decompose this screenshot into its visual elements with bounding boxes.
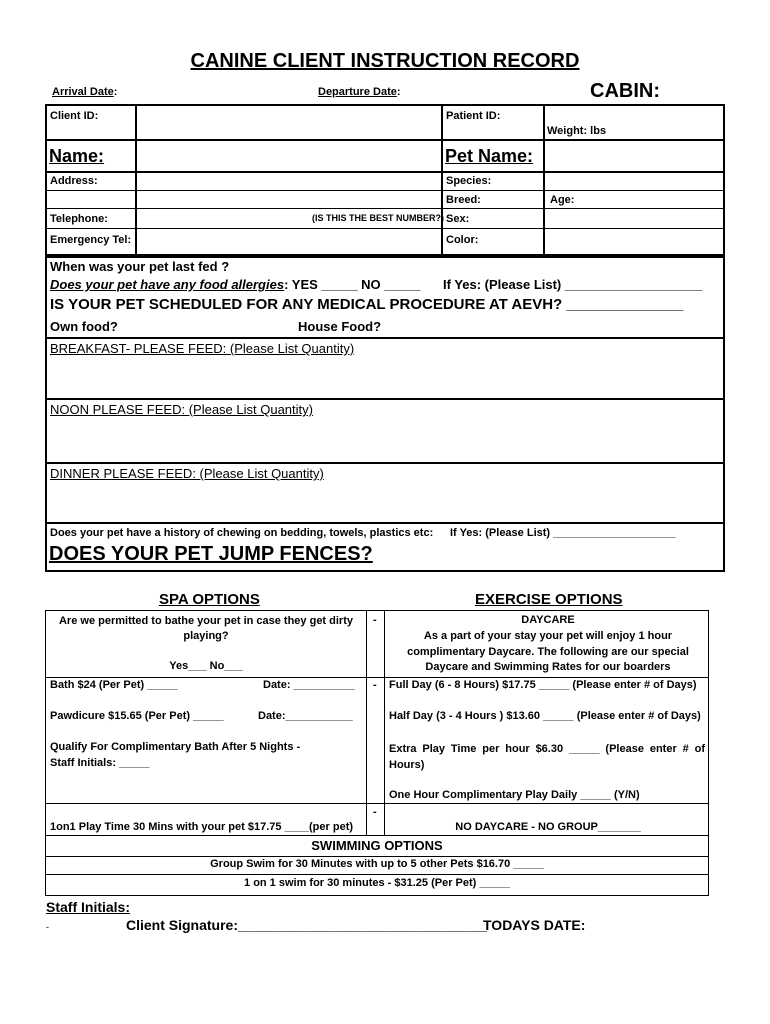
staff-initials-label: Staff Initials: [46, 899, 131, 915]
daycare-title: DAYCARE [521, 614, 575, 626]
half-day-option[interactable]: Half Day (3 - 4 Hours ) $13.60 _____ (Please enter # of Days) [389, 710, 701, 722]
age-label: Age: [550, 194, 575, 206]
group-swim-option[interactable]: Group Swim for 30 Minutes with up to 5 other Pets $16.70 _____ [210, 858, 544, 870]
allergies-question: Does your pet have any food allergies: YES _____ NO _____ [50, 277, 421, 292]
bath-option[interactable]: Bath $24 (Per Pet) _____ [50, 679, 178, 691]
patient-id-field[interactable] [546, 107, 722, 138]
client-id-field[interactable] [138, 107, 440, 138]
bathe-yes-no[interactable]: Yes___ No___ [169, 660, 243, 672]
name-label: Name: [49, 146, 105, 166]
daycare-description: As a part of your stay your pet will enjoy 1 hour complimentary Daycare. The following are our special Daycare and Swimming Rates for our boarders [407, 630, 689, 673]
patient-id-label: Patient ID: [446, 110, 501, 122]
dash-1: - [373, 614, 377, 626]
color-label: Color: [446, 234, 479, 246]
breakfast-field[interactable] [50, 358, 720, 396]
chewing-question: Does your pet have a history of chewing on bedding, towels, plastics etc: [50, 527, 434, 539]
noon-field[interactable] [50, 420, 720, 460]
pawdicure-option[interactable]: Pawdicure $15.65 (Per Pet) _____ [50, 710, 224, 722]
address-label: Address: [50, 175, 98, 187]
client-signature-field[interactable]: Client Signature:________________________________ [126, 917, 488, 933]
pet-name-label: Pet Name: [445, 146, 534, 166]
address-field[interactable] [138, 173, 440, 207]
name-field[interactable] [138, 142, 440, 170]
emergency-tel-label: Emergency Tel: [50, 234, 132, 246]
no-daycare-option[interactable]: NO DAYCARE - NO GROUP_______ [455, 821, 641, 833]
chewing-list: If Yes: (Please List) ____________________ [450, 527, 676, 539]
breed-label: Breed: [446, 194, 481, 206]
swimming-options-title: SWIMMING OPTIONS [311, 838, 443, 853]
page-title: CANINE CLIENT INSTRUCTION RECORD [190, 50, 580, 72]
cabin-label: CABIN: [590, 80, 660, 102]
sex-label: Sex: [446, 213, 470, 225]
dash-2: - [373, 679, 377, 691]
todays-date-label: TODAYS DATE: [483, 917, 586, 933]
emergency-tel-field[interactable] [138, 230, 440, 254]
full-day-option[interactable]: Full Day (6 - 8 Hours) $17.75 _____ (Please enter # of Days) [389, 679, 697, 691]
departure-date-label: Departure Date: [318, 86, 401, 98]
spa-staff-initials[interactable]: Staff Initials: _____ [50, 757, 150, 769]
allergies-list: If Yes: (Please List) ___________________ [443, 277, 703, 292]
dash-3: - [373, 806, 377, 818]
arrival-date-label: Arrival Date: [52, 86, 118, 98]
dinner-label: DINNER PLEASE FEED: (Please List Quantity) [50, 466, 324, 481]
one-on-one-play-option[interactable]: 1on1 Play Time 30 Mins with your pet $17.75 ____(per pet) [50, 821, 354, 833]
one-on-one-swim-option[interactable]: 1 on 1 swim for 30 minutes - $31.25 (Per Pet) _____ [244, 877, 510, 889]
one-hour-play-option[interactable]: One Hour Complimentary Play Daily _____ (Y/N) [389, 789, 640, 801]
breakfast-label: BREAKFAST- PLEASE FEED: (Please List Quantity) [50, 341, 355, 356]
house-food-label: House Food? [298, 319, 382, 334]
pawdicure-date[interactable]: Date:___________ [258, 710, 353, 722]
footer-tick: - [46, 922, 49, 932]
noon-label: NOON PLEASE FEED: (Please List Quantity) [50, 402, 313, 417]
jump-fences-question: DOES YOUR PET JUMP FENCES? [49, 543, 373, 565]
best-number-note: (IS THIS THE BEST NUMBER?) [312, 213, 444, 223]
client-id-label: Client ID: [50, 110, 99, 122]
own-food-label: Own food? [50, 319, 118, 334]
bathe-question: Are we permitted to bathe your pet in case they get dirty playing? [58, 615, 353, 642]
qualify-bath-note: Qualify For Complimentary Bath After 5 Nights - [50, 741, 301, 753]
spa-options-title: SPA OPTIONS [159, 591, 260, 608]
extra-play-option[interactable]: Extra Play Time per hour $6.30 _____ (Please enter # of Hours) [389, 743, 705, 771]
species-label: Species: [446, 175, 492, 187]
pet-name-field[interactable] [546, 142, 722, 170]
bath-date[interactable]: Date: __________ [263, 679, 355, 691]
medical-procedure-question: IS YOUR PET SCHEDULED FOR ANY MEDICAL PROCEDURE AT AEVH? ______________ [50, 296, 684, 313]
exercise-options-title: EXERCISE OPTIONS [475, 591, 623, 608]
weight-label: Weight: lbs [547, 125, 607, 137]
telephone-label: Telephone: [50, 213, 108, 225]
last-fed-question: When was your pet last fed ? [50, 259, 230, 274]
dinner-field[interactable] [50, 484, 720, 522]
